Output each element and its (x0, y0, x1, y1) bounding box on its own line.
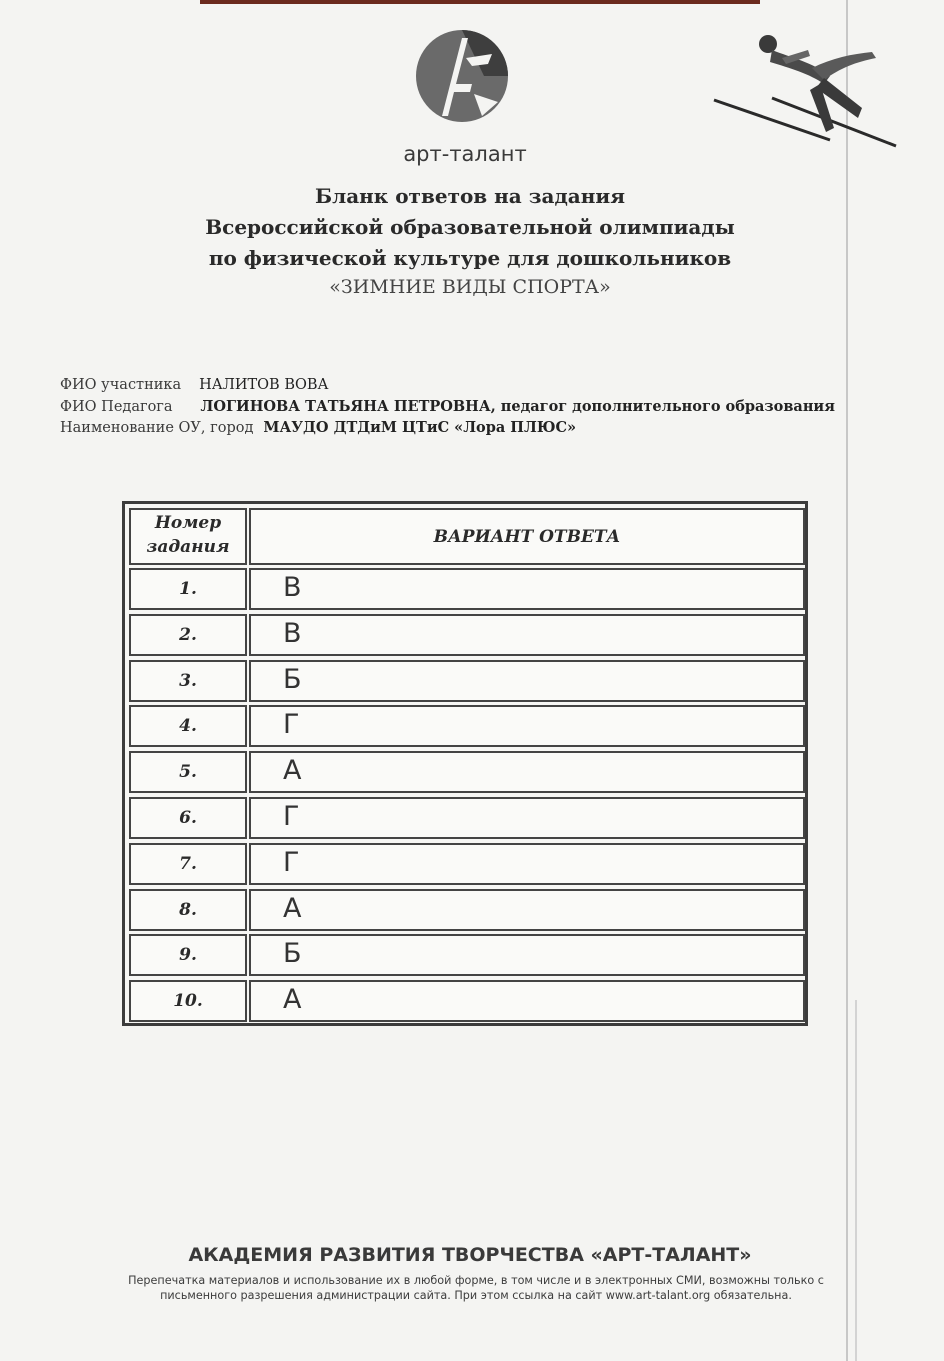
header-answer: ВАРИАНТ ОТВЕТА (249, 508, 805, 565)
answer-cell (249, 889, 805, 931)
task-number-cell: 5. (129, 751, 247, 793)
ski-jumper-icon (712, 28, 898, 160)
handwritten-answer: А (283, 755, 302, 787)
task-number-cell: 2. (129, 614, 247, 656)
task-number-cell: 7. (129, 843, 247, 885)
title-line-1: Бланк ответов на задания (315, 184, 625, 208)
header-task-number (129, 508, 247, 565)
handwritten-answer: В (283, 617, 302, 649)
task-number-cell: 10. (129, 980, 247, 1022)
art-talant-logo-icon (412, 24, 512, 130)
header-task-number-line1: Номер (154, 513, 222, 533)
handwritten-answer: Г (283, 801, 300, 832)
task-number-cell: 9. (129, 934, 247, 976)
teacher-label: ФИО Педагога (60, 399, 173, 415)
title-line-2: Всероссийской образовательной олимпиады (205, 215, 735, 239)
title-line-3: по физической культуре для дошкольников (208, 246, 732, 270)
footer-notice (86, 1273, 866, 1303)
footer-notice-line-2: письменного разрешения администрации сайта. При этом ссылка на сайт www.art-talant.org обязательна. (160, 1289, 792, 1302)
handwritten-answer: Г (283, 846, 300, 878)
top-strip (200, 0, 760, 4)
answer-cell (249, 660, 805, 702)
answer-cell (249, 843, 805, 885)
participant-label: ФИО участника (60, 377, 182, 393)
task-number-cell: 8. (129, 889, 247, 931)
answer-cell (249, 934, 805, 976)
answer-cell (249, 797, 805, 839)
answer-cell (249, 614, 805, 656)
footer-notice-line-1: Перепечатка материалов и использование их в любой форме, в том числе и в электронных СМИ, возможны только с (128, 1274, 824, 1287)
answer-table (122, 501, 808, 1026)
task-number-cell: 4. (129, 705, 247, 747)
handwritten-answer: А (283, 892, 302, 924)
participant-value: НАЛИТОВ ВОВА (199, 377, 329, 393)
answer-cell (249, 980, 805, 1022)
handwritten-answer: А (283, 984, 302, 1016)
handwritten-answer: Г (283, 709, 300, 741)
handwritten-answer: Б (283, 938, 302, 970)
olympiad-name: «ЗИМНИЕ ВИДЫ СПОРТА» (329, 276, 611, 298)
participant-row (60, 377, 329, 393)
handwritten-answer: В (283, 572, 302, 603)
task-number-cell: 1. (129, 568, 247, 610)
answer-cell (249, 568, 805, 610)
answer-cell (249, 751, 805, 793)
task-number-cell: 6. (129, 797, 247, 839)
task-number-cell: 3. (129, 660, 247, 702)
organization-value: МАУДО ДТДиМ ЦТиС «Лора ПЛЮС» (263, 419, 577, 436)
header-task-number-line2: задания (146, 537, 230, 557)
brand-name: арт-талант (403, 142, 527, 166)
footer-title: АКАДЕМИЯ РАЗВИТИЯ ТВОРЧЕСТВА «АРТ-ТАЛАНТ» (188, 1244, 752, 1266)
organization-row (60, 419, 576, 436)
handwritten-answer: Б (283, 663, 302, 695)
page-edge-line-lower (855, 1000, 857, 1361)
page-edge-line (846, 0, 848, 1361)
teacher-row (60, 398, 835, 415)
organization-label: Наименование ОУ, город (60, 420, 254, 436)
answer-cell (249, 705, 805, 747)
teacher-value: ЛОГИНОВА ТАТЬЯНА ПЕТРОВНА, педагог дополнительного образования (200, 398, 835, 415)
